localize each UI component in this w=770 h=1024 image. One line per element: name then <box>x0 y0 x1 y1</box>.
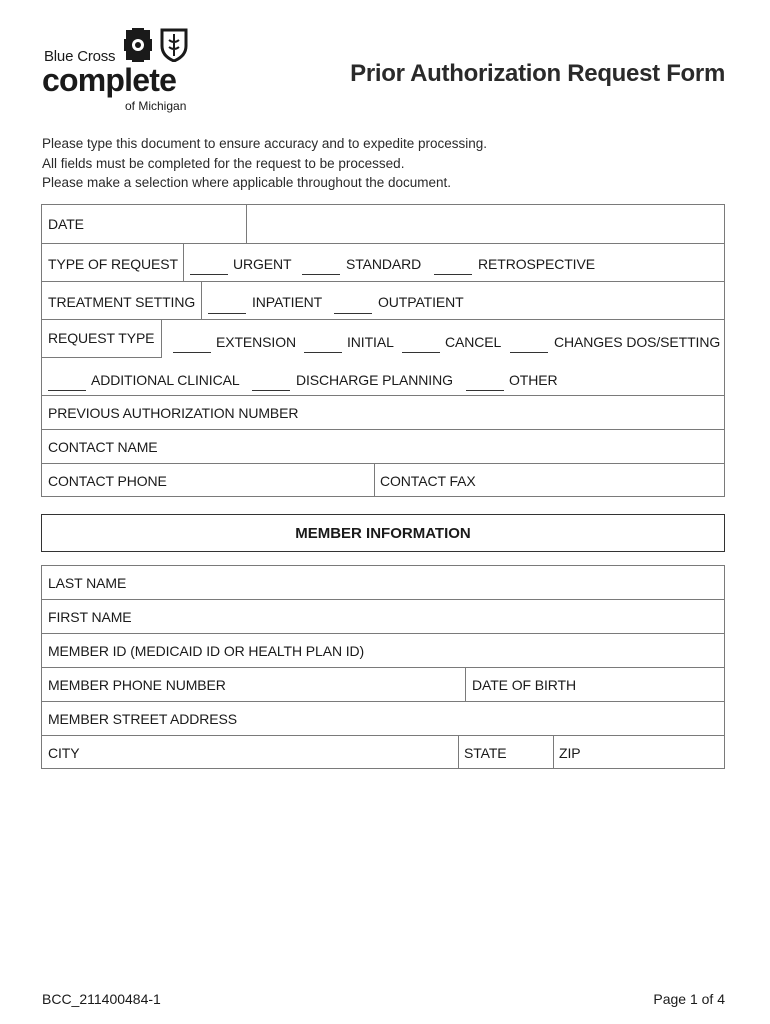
contact-phone-label: CONTACT PHONE <box>48 473 167 489</box>
extension-checkbox[interactable] <box>173 352 211 353</box>
request-type-row <box>42 320 724 396</box>
street-address-row[interactable] <box>42 702 724 736</box>
additional-clinical-checkbox[interactable] <box>48 390 86 391</box>
previous-authorization-number-label: PREVIOUS AUTHORIZATION NUMBER <box>48 405 299 421</box>
document-code: BCC_211400484-1 <box>42 991 161 1007</box>
treatment-setting-row <box>42 282 724 320</box>
date-of-birth-label: DATE OF BIRTH <box>472 677 576 693</box>
type-of-request-label: TYPE OF REQUEST <box>48 256 178 272</box>
changes-checkbox[interactable] <box>510 352 548 353</box>
urgent-checkbox[interactable] <box>190 274 228 275</box>
request-type-label: REQUEST TYPE <box>48 330 155 346</box>
last-name-row[interactable] <box>42 566 724 600</box>
initial-checkbox[interactable] <box>304 352 342 353</box>
other-checkbox[interactable] <box>466 390 504 391</box>
date-label: DATE <box>48 216 84 232</box>
contact-name-label: CONTACT NAME <box>48 439 158 455</box>
member-information-heading: MEMBER INFORMATION <box>41 514 725 552</box>
outpatient-label: OUTPATIENT <box>378 294 464 310</box>
last-name-label: LAST NAME <box>48 575 127 591</box>
member-phone-number-label: MEMBER PHONE NUMBER <box>48 677 226 693</box>
logo-complete-text: complete <box>42 62 177 98</box>
member-street-address-label: MEMBER STREET ADDRESS <box>48 711 238 727</box>
member-id-row[interactable] <box>42 634 724 668</box>
changes-dos-setting-label: CHANGES DOS/SETTING <box>554 334 721 350</box>
previous-auth-row[interactable] <box>42 396 724 430</box>
extension-label: EXTENSION <box>216 334 297 350</box>
cancel-checkbox[interactable] <box>402 352 440 353</box>
instruction-line: All fields must be completed for the request to be processed. <box>42 155 405 171</box>
contact-phone-fax-row <box>42 464 724 496</box>
cancel-label: CANCEL <box>445 334 502 350</box>
first-name-label: FIRST NAME <box>48 609 132 625</box>
member-phone-dob-row <box>42 668 724 702</box>
discharge-planning-label: DISCHARGE PLANNING <box>296 372 453 388</box>
standard-checkbox[interactable] <box>302 274 340 275</box>
city-field[interactable] <box>42 736 458 768</box>
page-title: Prior Authorization Request Form <box>350 60 725 87</box>
state-label: STATE <box>464 745 507 761</box>
additional-clinical-label: ADDITIONAL CLINICAL <box>91 372 240 388</box>
discharge-planning-checkbox[interactable] <box>252 390 290 391</box>
date-row <box>42 205 724 244</box>
instruction-line: Please make a selection where applicable throughout the document. <box>42 175 452 190</box>
retrospective-label: RETROSPECTIVE <box>478 256 595 272</box>
logo-blue-cross-text: Blue Cross <box>44 48 116 65</box>
request-table <box>41 204 725 497</box>
member-id-label: MEMBER ID (MEDICAID ID OR HEALTH PLAN ID) <box>48 643 365 659</box>
city-state-zip-row <box>42 736 724 768</box>
standard-label: STANDARD <box>346 256 422 272</box>
other-label: OTHER <box>509 372 558 388</box>
urgent-label: URGENT <box>233 256 292 272</box>
outpatient-checkbox[interactable] <box>334 313 372 314</box>
retrospective-checkbox[interactable] <box>434 274 472 275</box>
instructions <box>42 134 487 193</box>
logo-michigan-text: of Michigan <box>125 99 187 113</box>
member-table <box>41 565 725 769</box>
initial-label: INITIAL <box>347 334 394 350</box>
contact-name-row[interactable] <box>42 430 724 464</box>
zip-label: ZIP <box>559 745 581 761</box>
inpatient-checkbox[interactable] <box>208 313 246 314</box>
type-of-request-row <box>42 244 724 282</box>
treatment-setting-label: TREATMENT SETTING <box>48 294 196 310</box>
instruction-line: Please type this document to ensure accuracy and to expedite processing. <box>42 136 488 151</box>
blue-cross-complete-logo <box>42 28 192 114</box>
city-label: CITY <box>48 745 80 761</box>
first-name-row[interactable] <box>42 600 724 634</box>
inpatient-label: INPATIENT <box>252 294 323 310</box>
date-field[interactable] <box>247 205 724 243</box>
page-number: Page 1 of 4 <box>653 991 725 1007</box>
cross-and-shield-logo-icon <box>124 28 194 62</box>
contact-fax-label: CONTACT FAX <box>380 473 476 489</box>
